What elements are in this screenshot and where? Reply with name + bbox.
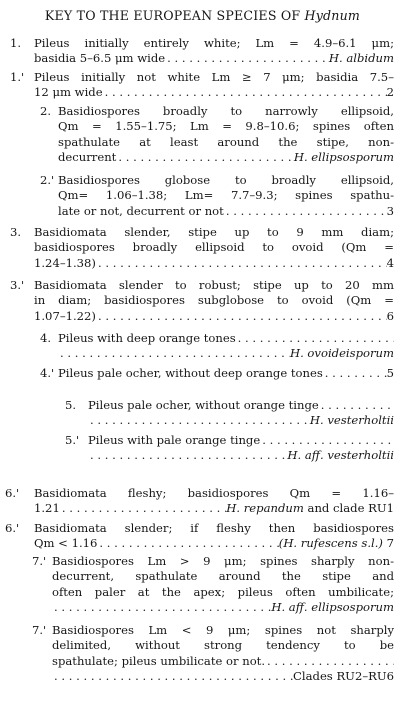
entry-line-text: spathulate; pileus umbilicate or not. [52,653,266,668]
key-entry-5 [65,398,394,430]
dot-leader [323,366,387,381]
entry-line: spathulate at least around the stipe, non- [58,134,394,149]
entry-line: decurrent, spathulate around the stipe and [52,569,394,584]
result-clades: Clades RU2–RU6 [293,669,394,684]
entry-line [58,331,394,346]
entry-line-text: basidia 5–6.5 μm wide [34,51,166,66]
entry-line: Basidiospores Lm < 9 μm; spines not sharply [52,623,394,637]
entry-line [88,448,394,463]
key-entry-6-prime-a [5,486,394,518]
entry-line [58,346,394,361]
result-taxon: H. aff. vesterholtii [287,448,394,463]
entry-number: 5.' [65,433,80,447]
key-entry-3-prime [10,278,394,326]
entry-text [58,173,394,219]
entry-text [34,521,394,552]
entry-text [58,366,394,381]
entry-text [34,278,394,324]
entry-number: 7.' [32,554,47,568]
entry-number: 2.' [40,173,55,187]
goto-couplet-text: 7 [386,536,394,551]
entry-number: 3.' [10,278,25,292]
result-taxon: H. ellipsosporum [293,150,394,165]
entry-number: 2. [40,104,52,118]
entry-line: Qm = 1.55–1.75; Lm = 9.8–10.6; spines often [58,119,394,134]
dot-leader [224,204,387,219]
entry-line-text: late or not, decurrent or not [58,203,224,218]
entry-line-text: 1.24–1.38) [34,255,96,270]
dot-leader [103,85,387,100]
entry-line: Basidiospores globose to broadly ellipsoid, [58,173,394,187]
entry-line-text: Pileus with deep orange tones [58,331,236,345]
entry-number: 3. [10,225,22,239]
entry-line: basidiospores broadly ellipsoid to ovoid (Qm = [34,240,394,255]
entry-number: 6.' [5,486,20,500]
entry-line [52,654,394,669]
key-entry-6-prime-b [5,521,394,553]
entry-text [34,225,394,271]
entry-line [34,51,394,66]
entry-line [58,150,394,165]
entry-line-text: decurrent [58,150,117,165]
entry-line: Basidiomata slender, stipe up to 9 mm diam; [34,225,394,239]
entry-line [52,600,394,615]
key-entry-1 [10,36,394,68]
dot-leader [165,51,329,66]
entry-number: 4.' [40,366,55,380]
entry-line: in diam; basidiospores subglobose to ovoid (Qm = [34,293,394,308]
key-entry-7-prime-b [32,623,394,687]
dot-leader [88,448,287,463]
goto-couplet: 6 [386,308,394,323]
key-entry-3 [10,225,394,273]
dot-leader [265,654,394,669]
key-entry-5-prime [65,433,394,465]
entry-line-text: 1.07–1.22) [34,308,96,323]
dot-leader [260,433,394,448]
entry-text [58,104,394,166]
entry-line [34,85,394,100]
result-taxon: H. albidum [328,51,394,66]
dot-leader [60,501,226,516]
entry-number: 4. [40,331,52,345]
entry-text [88,398,394,429]
entry-line: often paler at the apex; pileus often umbilicate; [52,584,394,599]
entry-line [34,256,394,271]
entry-line: Basidiomata fleshy; basidiospores Qm = 1.16– [34,486,394,500]
result-clade-text: and clade RU1 [307,501,394,516]
entry-line [88,413,394,428]
dot-leader [52,600,271,615]
result-taxon: (H. rufescens s.l.) [278,536,383,551]
key-entry-2-prime [40,173,394,221]
entry-line-text: Pileus with pale orange tinge [88,433,261,447]
goto-couplet: 5 [386,366,394,380]
entry-number: 1.' [10,70,25,84]
dot-leader [96,256,387,271]
entry-text [34,36,394,67]
entry-line [58,204,394,219]
dot-leader [96,309,387,324]
entry-line [34,501,394,516]
entry-line [88,433,394,448]
dot-leader [88,413,310,428]
goto-couplet: 2 [386,85,394,100]
heading-text: KEY TO THE EUROPEAN SPECIES OF [44,8,301,23]
entry-line-text: Pileus pale ocher, without deep orange tones [58,366,323,380]
entry-text [52,623,394,685]
entry-line: Basidiospores Lm > 9 μm; spines sharply non- [52,554,394,568]
heading-genus: Hydnum [304,8,361,23]
entry-line-text: 12 μm wide [34,85,103,100]
entry-number: 5. [65,398,77,412]
entry-line-text: Qm < 1.16 [34,536,98,551]
key-entry-4 [40,331,394,363]
entry-text [52,554,394,616]
key-entry-2 [40,104,394,168]
entry-line: Basidiomata slender to robust; stipe up to 20 mm [34,278,394,292]
entry-line [88,398,394,413]
dot-leader [116,150,294,165]
goto-couplet: 4 [386,255,394,270]
entry-text [34,486,394,517]
result-taxon: H. vesterholtii [309,413,394,428]
entry-line: Pileus initially not white Lm ≥ 7 μm; basidia 7.5– [34,70,394,84]
entry-line [58,366,394,381]
entry-line: Qm= 1.06–1.38; Lm= 7.7–9.3; spines spathu- [58,188,394,203]
entry-line: Basidiomata slender; if fleshy then basidiospores [34,521,394,535]
entry-line: Basidiospores broadly to narrowly ellipsoid, [58,104,394,118]
dot-leader [58,346,290,361]
entry-number: 1. [10,36,22,50]
entry-text [58,331,394,362]
goto-couplet: 3 [386,203,394,218]
dot-leader [52,669,293,684]
result-taxon: H. repandum [226,501,304,516]
goto-couplet [383,536,394,551]
entry-line: Pileus initially entirely white; Lm = 4.9–6.1 μm; [34,36,394,50]
entry-line [34,309,394,324]
key-entry-7-prime-a [32,554,394,618]
dot-leader [236,331,394,346]
key-entry-1-prime [10,70,394,102]
entry-number: 7.' [32,623,47,637]
dot-leader [97,536,278,551]
key-heading [0,8,405,23]
result-clade [304,501,394,516]
entry-line: delimited, without strong tendency to be [52,638,394,653]
entry-line-text: Pileus pale ocher, without orange tinge [88,398,319,412]
entry-line [52,669,394,684]
result-taxon: H. aff. ellipsosporum [271,600,394,615]
entry-text [34,70,394,101]
entry-line-text: 1.21 [34,501,60,516]
result-taxon: H. ovoideisporum [289,346,394,361]
entry-line [34,536,394,551]
entry-number: 6.' [5,521,20,535]
dot-leader [319,398,394,413]
key-entry-4-prime [40,366,394,382]
entry-text [88,433,394,464]
